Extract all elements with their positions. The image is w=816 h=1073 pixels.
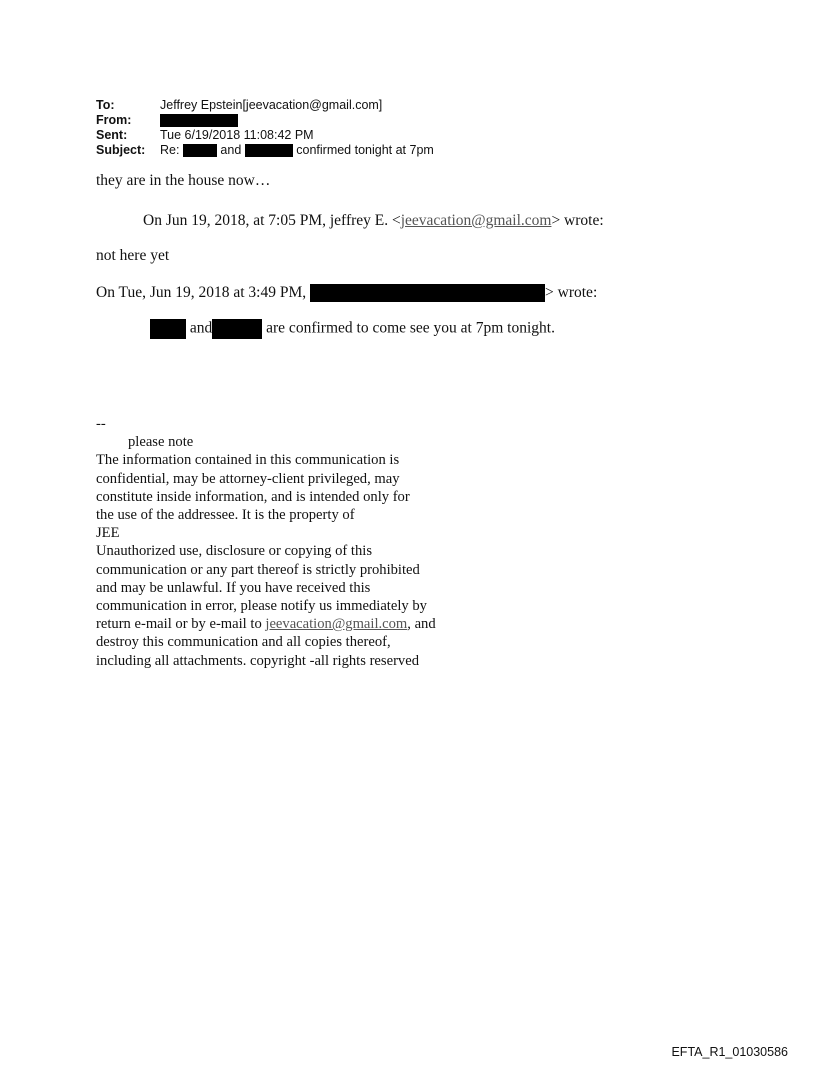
sent-row xyxy=(96,128,434,143)
document-id: EFTA_R1_01030586 xyxy=(671,1045,788,1059)
subject-suffix: confirmed tonight at 7pm xyxy=(296,143,434,157)
disclaimer-line: The information contained in this communication is xyxy=(96,452,400,469)
msg-suffix: are confirmed to come see you at 7pm tonight. xyxy=(266,319,555,337)
redaction-from xyxy=(160,114,238,127)
disclaimer-line: confidential, may be attorney-client privileged, may xyxy=(96,470,400,487)
disclaimer-line: the use of the addressee. It is the property of xyxy=(96,507,355,524)
quote1-prefix: On Jun 19, 2018, at 7:05 PM, jeffrey E. < xyxy=(143,212,401,229)
disclaimer-email-link[interactable]: jeevacation@gmail.com xyxy=(265,616,408,633)
from-label: From: xyxy=(96,113,132,127)
disclaimer-line: including all attachments. copyright -all rights reserved xyxy=(96,652,419,669)
disclaimer-email-prefix: return e-mail or by e-mail to xyxy=(96,616,266,633)
disclaimer-line-email xyxy=(96,615,436,633)
quote2-suffix: > wrote: xyxy=(545,284,598,301)
subject-row xyxy=(96,143,434,158)
disclaimer-line: JEE xyxy=(96,525,120,542)
disclaimer-line: communication or any part thereof is strictly prohibited xyxy=(96,561,420,578)
redaction-name-1 xyxy=(150,319,186,339)
disclaimer-line: Unauthorized use, disclosure or copying of this xyxy=(96,543,373,560)
reply-text-1: they are in the house now… xyxy=(96,172,271,189)
disclaimer-line: and may be unlawful. If you have received this xyxy=(96,579,371,596)
disclaimer xyxy=(96,415,436,670)
redaction-subject-1 xyxy=(183,144,217,157)
subject-and: and xyxy=(220,143,242,157)
disclaimer-line: constitute inside information, and is intended only for xyxy=(96,488,410,505)
quote-header-1 xyxy=(143,212,604,230)
redaction-sender xyxy=(310,284,545,302)
to-row xyxy=(96,98,434,113)
redaction-subject-2 xyxy=(245,144,293,157)
redaction-name-2 xyxy=(212,319,262,339)
msg-and: and xyxy=(189,319,213,337)
quote1-email-link[interactable]: jeevacation@gmail.com xyxy=(400,212,552,229)
please-note: please note xyxy=(128,434,194,451)
from-row xyxy=(96,113,434,128)
quote-header-2 xyxy=(96,284,597,302)
quoted-message xyxy=(150,319,555,339)
disclaimer-line: destroy this communication and all copies thereof, xyxy=(96,634,391,651)
subject-prefix: Re: xyxy=(160,143,180,157)
disclaimer-email-suffix: , and xyxy=(407,616,436,633)
to-value: Jeffrey Epstein[jeevacation@gmail.com] xyxy=(160,98,383,112)
quote2-prefix: On Tue, Jun 19, 2018 at 3:49 PM, xyxy=(96,284,307,301)
signature-separator: -- xyxy=(96,416,106,432)
subject-label: Subject: xyxy=(96,143,146,157)
to-label: To: xyxy=(96,98,115,112)
quote1-suffix: > wrote: xyxy=(551,212,604,229)
sent-value: Tue 6/19/2018 11:08:42 PM xyxy=(160,128,314,142)
sent-label: Sent: xyxy=(96,128,128,142)
reply-text-2: not here yet xyxy=(96,247,170,264)
email-header xyxy=(96,98,434,158)
disclaimer-line: communication in error, please notify us immediately by xyxy=(96,598,427,615)
